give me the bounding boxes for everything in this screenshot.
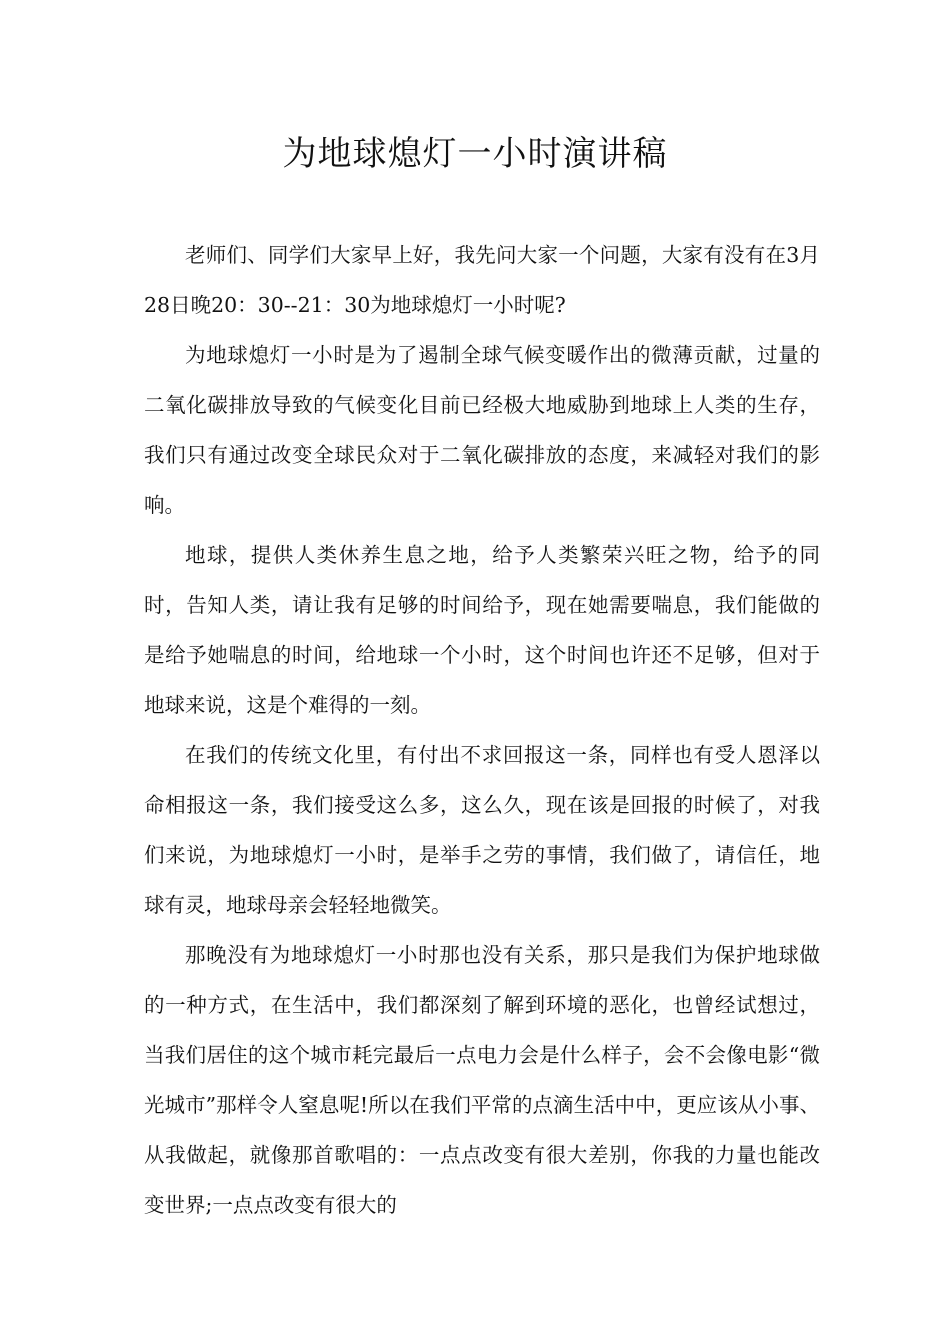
document-body [144, 230, 820, 1230]
document-title: 为地球熄灯一小时演讲稿 [282, 134, 668, 174]
paragraph-4: 在我们的传统文化里，有付出不求回报这一条，同样也有受人恩泽以命相报这一条，我们接受这么多，这么久，现在该是回报的时候了，对我们来说，为地球熄灯一小时，是举手之劳的事情，我们做了，请信任，地球有灵，地球母亲会轻轻地微笑。 [144, 743, 820, 917]
paragraph-5: 那晚没有为地球熄灯一小时那也没有关系，那只是我们为保护地球做的一种方式，在生活中，我们都深刻了解到环境的恶化，也曾经试想过，当我们居住的这个城市耗完最后一点电力会是什么样子，会不会像电影“微光城市”那样令人窒息呢!所以在我们平常的点滴生活中中，更应该从小事、从我做起，就像那首歌唱的：一点点改变有很大差别，你我的力量也能改变世界;一点点改变有很大的 [144, 943, 820, 1217]
paragraph-3: 地球，提供人类休养生息之地，给予人类繁荣兴旺之物，给予的同时，告知人类，请让我有足够的时间给予，现在她需要喘息，我们能做的是给予她喘息的时间，给地球一个小时，这个时间也许还不足够，但对于地球来说，这是个难得的一刻。 [144, 543, 820, 717]
paragraph-2: 为地球熄灯一小时是为了遏制全球气候变暖作出的微薄贡献，过量的二氧化碳排放导致的气候变化目前已经极大地威胁到地球上人类的生存，我们只有通过改变全球民众对于二氧化碳排放的态度，来减轻对我们的影响。 [144, 343, 820, 517]
paragraph-1: 老师们、同学们大家早上好，我先问大家一个问题，大家有没有在3月28日晚20：30--21：30为地球熄灯一小时呢? [144, 243, 820, 317]
